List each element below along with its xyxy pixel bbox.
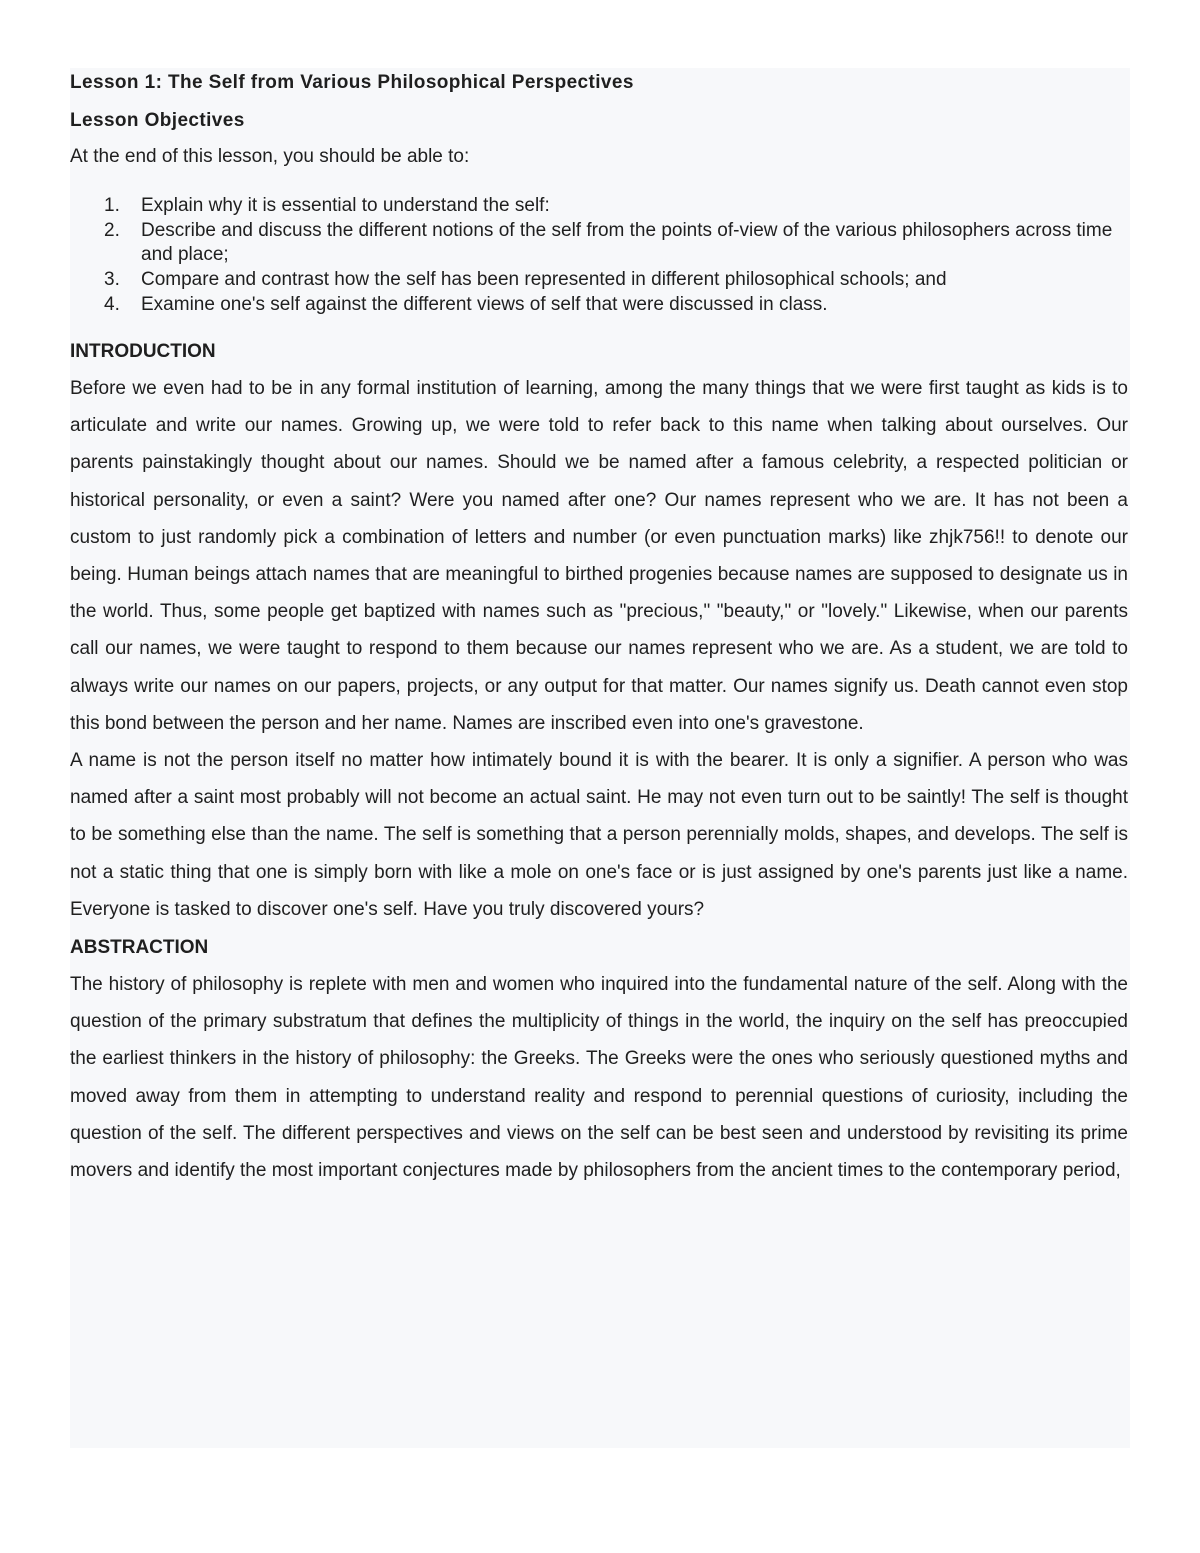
list-item xyxy=(70,219,1128,267)
list-item-number: 4. xyxy=(104,294,120,315)
abstraction-paragraph-1: The history of philosophy is replete with men and women who inquired into the fundamental nature of the self. Along with the question of the primary substratum that defines the multiplicity of things in the world, the inquiry on the self has preoccupied the earliest thinkers in the history of philosophy: the Greeks. The Greeks were the ones who seriously questioned myths and moved away from them in attempting to understand reality and respond to perennial questions of curiosity, including the question of the self. The different perspectives and views on the self can be best seen and understood by revisiting its prime movers and identify the most important conjectures made by philosophers from the ancient times to the contemporary period, xyxy=(70,974,1128,1182)
document-body xyxy=(70,70,1128,1189)
list-item-text: Examine one's self against the different views of self that were discussed in class. xyxy=(141,294,828,315)
list-item-number: 3. xyxy=(104,269,120,290)
lesson-title: Lesson 1: The Self from Various Philosophical Perspectives xyxy=(70,72,634,93)
list-item-text: Compare and contrast how the self has been represented in different philosophical schools; and xyxy=(141,269,947,290)
list-item-number: 2. xyxy=(104,220,120,241)
list-item xyxy=(70,293,1128,317)
objectives-heading: Lesson Objectives xyxy=(70,110,245,131)
list-item xyxy=(70,268,1128,292)
list-item-number: 1. xyxy=(104,195,120,216)
list-item-text: Explain why it is essential to understand the self: xyxy=(141,195,550,216)
list-item xyxy=(70,194,1128,218)
introduction-heading: INTRODUCTION xyxy=(70,341,216,362)
abstraction-heading: ABSTRACTION xyxy=(70,937,209,959)
objectives-list xyxy=(70,194,1128,317)
objectives-intro: At the end of this lesson, you should be able to: xyxy=(70,146,470,167)
list-item-text: Describe and discuss the different notions of the self from the points of-view of the various philosophers across time and place; xyxy=(141,220,1113,265)
introduction-paragraph-1: Before we even had to be in any formal institution of learning, among the many things that we were first taught as kids is to articulate and write our names. Growing up, we were told to refer back to this name when talking about ourselves. Our parents painstakingly thought about our names. Should we be named after a famous celebrity, a respected politician or historical personality, or even a saint? Were you named after one? Our names represent who we are. It has not been a custom to just randomly pick a combination of letters and number (or even punctuation marks) like zhjk756!! to denote our being. Human beings attach names that are meaningful to birthed progenies because names are supposed to designate us in the world. Thus, some people get baptized with names such as "precious," "beauty," or "lovely." Likewise, when our parents call our names, we were taught to respond to them because our names represent who we are. As a student, we are told to always write our names on our papers, projects, or any output for that matter. Our names signify us. Death cannot even stop this bond between the person and her name. Names are inscribed even into one's gravestone. xyxy=(70,378,1128,734)
introduction-paragraph-2: A name is not the person itself no matter how intimately bound it is with the bearer. It is only a signifier. A person who was named after a saint most probably will not become an actual saint. He may not even turn out to be saintly! The self is thought to be something else than the name. The self is something that a person perennially molds, shapes, and develops. The self is not a static thing that one is simply born with like a mole on one's face or is just assigned by one's parents just like a name. Everyone is tasked to discover one's self. Have you truly discovered yours? xyxy=(70,750,1128,920)
